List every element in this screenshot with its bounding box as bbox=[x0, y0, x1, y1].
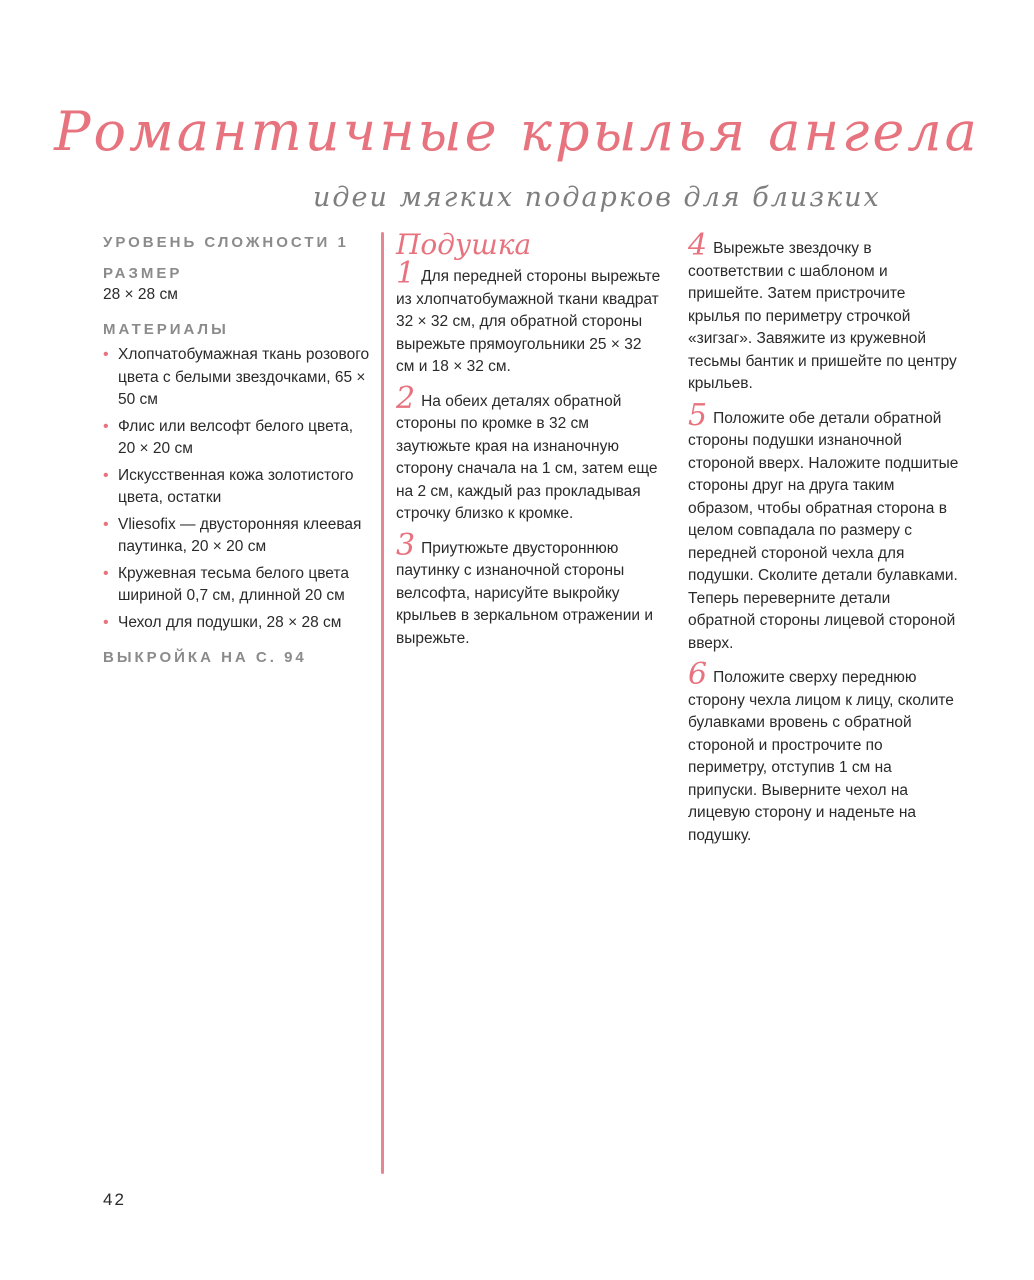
instructions-column-left bbox=[396, 228, 664, 660]
bullet-icon: • bbox=[103, 466, 109, 484]
step-number: 3 bbox=[396, 527, 416, 563]
step-item bbox=[396, 380, 664, 526]
materials-item bbox=[103, 563, 373, 608]
step-item bbox=[396, 527, 664, 651]
bullet-icon: • bbox=[103, 613, 109, 631]
bullet-icon: • bbox=[103, 346, 109, 363]
step-number: 1 bbox=[396, 256, 416, 291]
size-value: 28 × 28 см bbox=[103, 286, 178, 303]
materials-item-text: Vliesofix — двусторонняя клеевая паутинка, 20 × 20 см bbox=[118, 515, 362, 555]
materials-item bbox=[103, 416, 373, 461]
step-text: Приутюжьте двустороннюю паутинку с изнаночной стороны велсофта, нарисуйте выкройку крыльев в зеркальном отражении и вырежьте. bbox=[396, 539, 653, 647]
materials-item-text: Кружевная тесьма белого цвета шириной 0,7 см, длинной 20 см bbox=[118, 564, 349, 604]
step-item bbox=[688, 397, 960, 656]
materials-item bbox=[103, 612, 373, 635]
step-number: 5 bbox=[688, 397, 708, 433]
instructions-column-right bbox=[688, 228, 960, 857]
page-title: Романтичные крылья ангела bbox=[54, 100, 980, 163]
column-divider bbox=[381, 232, 384, 1174]
materials-label: МАТЕРИАЛЫ bbox=[103, 321, 229, 338]
materials-item-text: Хлопчатобумажная ткань розового цвета с белыми звездочками, 65 × 50 см bbox=[118, 346, 370, 408]
sidebar-info bbox=[103, 233, 373, 668]
step-text: На обеих деталях обратной стороны по кромке в 32 см заутюжьте края на изнаночную сторону сначала на 1 см, затем еще на 2 см, каждый раз прокладывая строчку близко к кромке. bbox=[396, 392, 658, 522]
step-text: Положите обе детали обратной стороны подушки изнаночной стороной вверх. Наложите подшитые стороны друг на друга таким образом, чтобы обратная сторона в целом совпадала по размеру с передней стороной чехла для подушки. Сколите детали булавками. Теперь переверните детали обратной стороны лицевой стороной вверх. bbox=[688, 409, 959, 652]
materials-list bbox=[103, 344, 373, 634]
size-label: РАЗМЕР bbox=[103, 265, 183, 282]
bullet-icon: • bbox=[103, 564, 109, 582]
step-number: 6 bbox=[688, 657, 708, 692]
page-number: 42 bbox=[103, 1190, 126, 1209]
step-text: Для передней стороны вырежьте из хлопчатобумажной ткани квадрат 32 × 32 см, для обратной стороны вырежьте прямоугольники 25 × 32 см и 18 × 32 см. bbox=[396, 268, 661, 375]
step-number: 4 bbox=[688, 228, 708, 263]
materials-item-text: Чехол для подушки, 28 × 28 см bbox=[118, 613, 342, 631]
step-item bbox=[396, 256, 664, 379]
materials-item bbox=[103, 344, 373, 412]
step-text: Вырежьте звездочку в соответствии с шаблоном и пришейте. Затем пристрочите крылья по периметру строчкой «зигзаг». Завяжите из кружевной тесьмы бантик и пришейте по центру крыльев. bbox=[688, 240, 957, 392]
bullet-icon: • bbox=[103, 417, 109, 435]
section-title: Подушка bbox=[396, 228, 532, 261]
bullet-icon: • bbox=[103, 515, 109, 533]
step-number: 2 bbox=[396, 380, 416, 416]
materials-item-text: Флис или велсофт белого цвета, 20 × 20 см bbox=[118, 417, 354, 457]
difficulty-label: УРОВЕНЬ СЛОЖНОСТИ 1 bbox=[103, 234, 349, 251]
materials-item bbox=[103, 465, 373, 510]
materials-item bbox=[103, 514, 373, 559]
step-text: Положите сверху переднюю сторону чехла лицом к лицу, сколите булавками вровень с обратной стороной и прострочите по периметру, отступив 1 см на припуски. Выверните чехол на лицевую сторону и наденьте на подушку. bbox=[688, 669, 954, 844]
step-item bbox=[688, 657, 960, 847]
materials-item-text: Искусственная кожа золотистого цвета, остатки bbox=[118, 466, 354, 506]
pattern-reference: ВЫКРОЙКА НА С. 94 bbox=[103, 649, 307, 666]
step-item bbox=[688, 228, 960, 396]
page-subtitle: идеи мягких подарков для близких bbox=[313, 182, 881, 213]
